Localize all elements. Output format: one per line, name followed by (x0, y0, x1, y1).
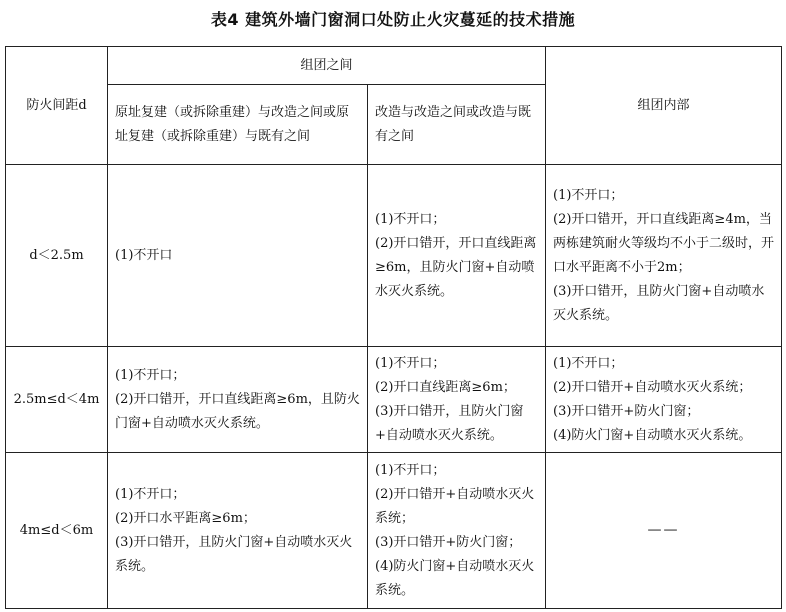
renovate-cell (368, 165, 546, 347)
measure-item: (1)不开口； (375, 211, 446, 227)
measure-item: (3)开口错开+防火门窗； (375, 534, 522, 550)
fire-measures-table (5, 46, 782, 609)
within-cell (546, 347, 782, 453)
distance-cell: 2.5m≤d＜4m (6, 347, 108, 453)
measure-item: (4)防火门窗+自动喷水灭火系统。 (553, 427, 752, 443)
measure-item: (1)不开口 (115, 247, 173, 263)
measure-item: (3)开口错开，且防火门窗+自动喷水灭火系统。 (115, 534, 353, 574)
measure-item: (3)开口错开，且防火门窗+自动喷水灭火系统。 (553, 283, 765, 323)
measure-item: (2)开口错开+自动喷水灭火系统； (553, 379, 752, 395)
distance-cell: d＜2.5m (6, 165, 108, 347)
table-row (6, 453, 782, 609)
measure-item: (1)不开口； (375, 462, 446, 478)
header-within-group: 组团内部 (546, 47, 782, 165)
within-cell (546, 165, 782, 347)
measure-item: (2)开口直线距离≥6m； (375, 379, 516, 395)
measure-item: (3)开口错开，且防火门窗+自动喷水灭火系统。 (375, 403, 524, 443)
rebuild-cell (108, 347, 368, 453)
header-distance: 防火间距d (6, 47, 108, 165)
measure-item: (1)不开口； (375, 355, 446, 371)
measure-item: (2)开口错开+自动喷水灭火系统； (375, 486, 535, 526)
header-between-groups: 组团之间 (108, 47, 546, 85)
rebuild-cell (108, 165, 368, 347)
measure-item: (2)开口水平距离≥6m； (115, 510, 256, 526)
header-renovate: 改造与改造之间或改造与既有之间 (368, 85, 546, 165)
measure-item: (1)不开口； (553, 187, 624, 203)
measure-item: (2)开口错开，开口直线距离≥6m，且防火门窗+自动喷水灭火系统。 (375, 235, 537, 299)
within-cell (546, 453, 782, 609)
measure-item: (1)不开口； (115, 486, 186, 502)
measure-item: (3)开口错开+防火门窗； (553, 403, 700, 419)
header-rebuild: 原址复建（或拆除重建）与改造之间或原址复建（或拆除重建）与既有之间 (108, 85, 368, 165)
measure-item: (2)开口错开，开口直线距离≥4m，当两栋建筑耐火等级均不小于二级时，开口水平距离不小于2m； (553, 211, 775, 275)
renovate-cell (368, 347, 546, 453)
distance-cell: 4m≤d＜6m (6, 453, 108, 609)
table-row (6, 165, 782, 347)
measure-item: (1)不开口； (553, 355, 624, 371)
measure-item: (1)不开口； (115, 367, 186, 383)
table-title: 表4 建筑外墙门窗洞口处防止火灾蔓延的技术措施 (210, 10, 576, 29)
measure-item: (4)防火门窗+自动喷水灭火系统。 (375, 558, 535, 598)
table-row (6, 347, 782, 453)
renovate-cell (368, 453, 546, 609)
empty-dash: —— (647, 522, 680, 538)
rebuild-cell (108, 453, 368, 609)
measure-item: (2)开口错开，开口直线距离≥6m，且防火门窗+自动喷水灭火系统。 (115, 391, 360, 431)
